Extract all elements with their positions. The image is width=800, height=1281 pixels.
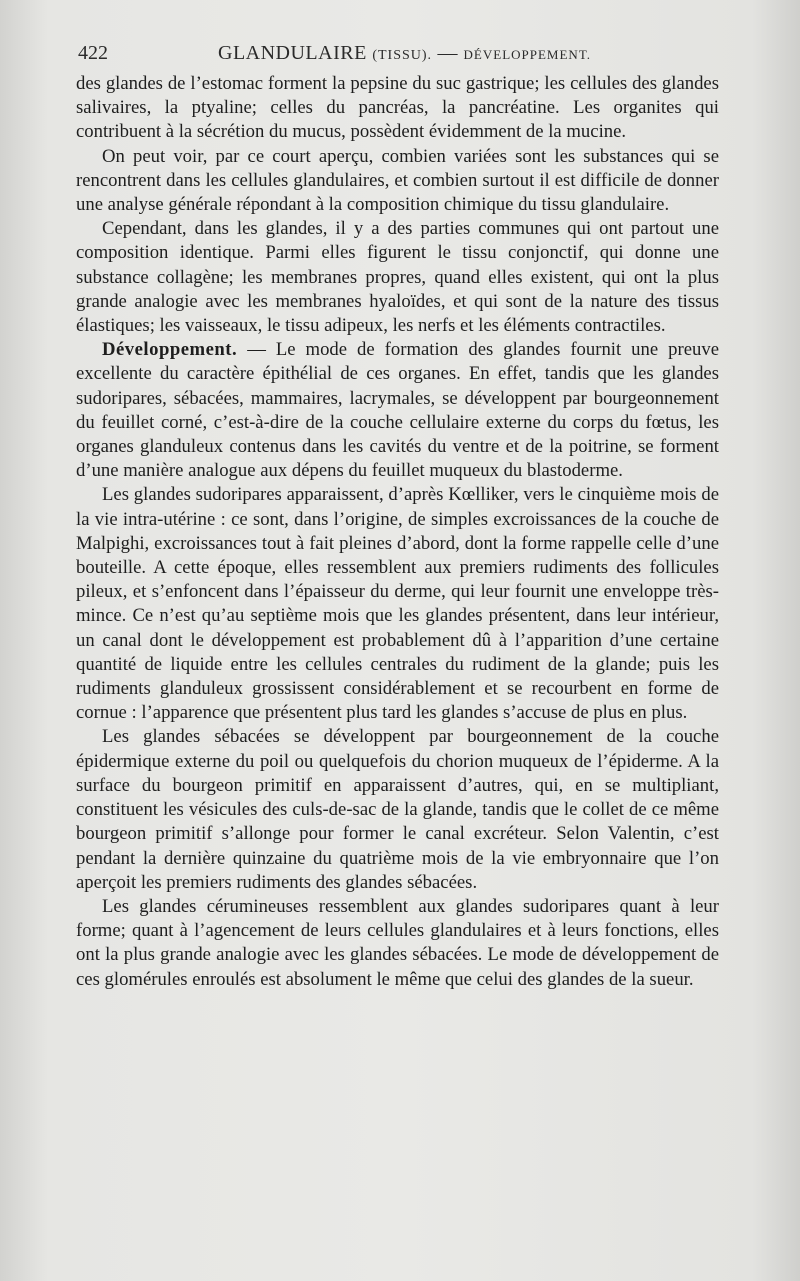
section-title: DÉVELOPPEMENT. <box>463 47 592 62</box>
paragraph-7: Les glandes cérumineuses ressemblent aux glandes sudoripares quant à leur forme; quant à l’agencement de leurs cellules glandulaires et à leurs fonctions, elles ont la plus grande analogie avec les glandes sébacées. Le mode de développement de ces glomérules enroulés est absolument le même que celui des glandes de la sueur. <box>76 895 719 990</box>
page-number: 422 <box>78 42 108 64</box>
title-sub: (TISSU). <box>372 48 433 63</box>
title-separator: — <box>437 42 459 64</box>
paragraph-5: Les glandes sudoripares apparaissent, d’après Kœlliker, vers le cinquième mois de la vie intra-utérine : ce sont, dans l’origine, de simples excroissances de la couche de Malpighi, excroissances tout à fait pleines d’abord, dont la forme rappelle celle d’une bouteille. A cette époque, elles ressemblent aux premiers rudiments des follicules pileux, et s’enfoncent dans l’épaisseur du derme, qui leur fournit une enveloppe très-mince. Ce n’est qu’au septième mois que les glandes présentent, dans leur intérieur, un canal dont le développement est probablement dû à l’apparition d’une certaine quantité de liquide entre les cellules centrales du rudiment de la glande; puis les rudiments glanduleux grossissent considérablement et se recourbent en forme de cornue : l’apparence que présentent plus tard les glandes s’accuse de plus en plus. <box>76 484 719 724</box>
paragraph-4 <box>76 338 719 483</box>
paragraph-6: Les glandes sébacées se développent par bourgeonnement de la couche épidermique externe du poil ou quelquefois du chorion muqueux de l’épiderme. A la surface du bourgeon primitif en apparaissent d’autres, qui, en se multipliant, constituent les vésicules des culs-de-sac de la glande, tandis que le collet de ce même bourgeon primitif s’allonge pour former le canal excréteur. Selon Valentin, c’est pendant la dernière quinzaine du quatrième mois de la vie embryonnaire que l’on aperçoit les premiers rudiments des glandes sébacées. <box>76 726 719 893</box>
paragraph-2: On peut voir, par ce court aperçu, combien variées sont les substances qui se rencontrent dans les cellules glandulaires, et combien surtout il est difficile de donner une analyse générale répondant à la composition chimique du tissu glandulaire. <box>76 145 719 216</box>
paragraph-4-text: — Le mode de formation des glandes fournit une preuve excellente du caractère épithélial de ces organes. En effet, tandis que les glandes sudoripares, sébacées, mammaires, lacrymales, se développent par bourgeonnement du feuillet corné, c’est-à-dire de la couche cellulaire externe du corps du fœtus, les organes glanduleux contenus dans les cavités du ventre et de la poitrine, se forment d’une manière analogue aux dépens du feuillet muqueux du blastoderme. <box>76 339 719 482</box>
paragraph-3: Cependant, dans les glandes, il y a des parties communes qui ont partout une composition identique. Parmi elles figurent le tissu conjonctif, qui donne une substance collagène; les membranes propres, quand elles existent, qui ont la plus grande analogie avec les membranes hyaloïdes, et qui sont de la nature des tissus élastiques; les vaisseaux, le tissu adipeux, les nerfs et les éléments contractiles. <box>76 218 719 337</box>
title-main: GLANDULAIRE <box>218 42 367 64</box>
section-heading: Développement. <box>102 339 238 361</box>
body-text <box>76 72 719 992</box>
running-title <box>218 42 591 65</box>
paragraph-1: des glandes de l’estomac forment la pepsine du suc gastrique; les cellules des glandes salivaires, la ptyaline; celles du pancréas, la pancréatine. Les organites qui contribuent à la sécrétion du mucus, possèdent évidemment de la mucine. <box>76 73 719 143</box>
